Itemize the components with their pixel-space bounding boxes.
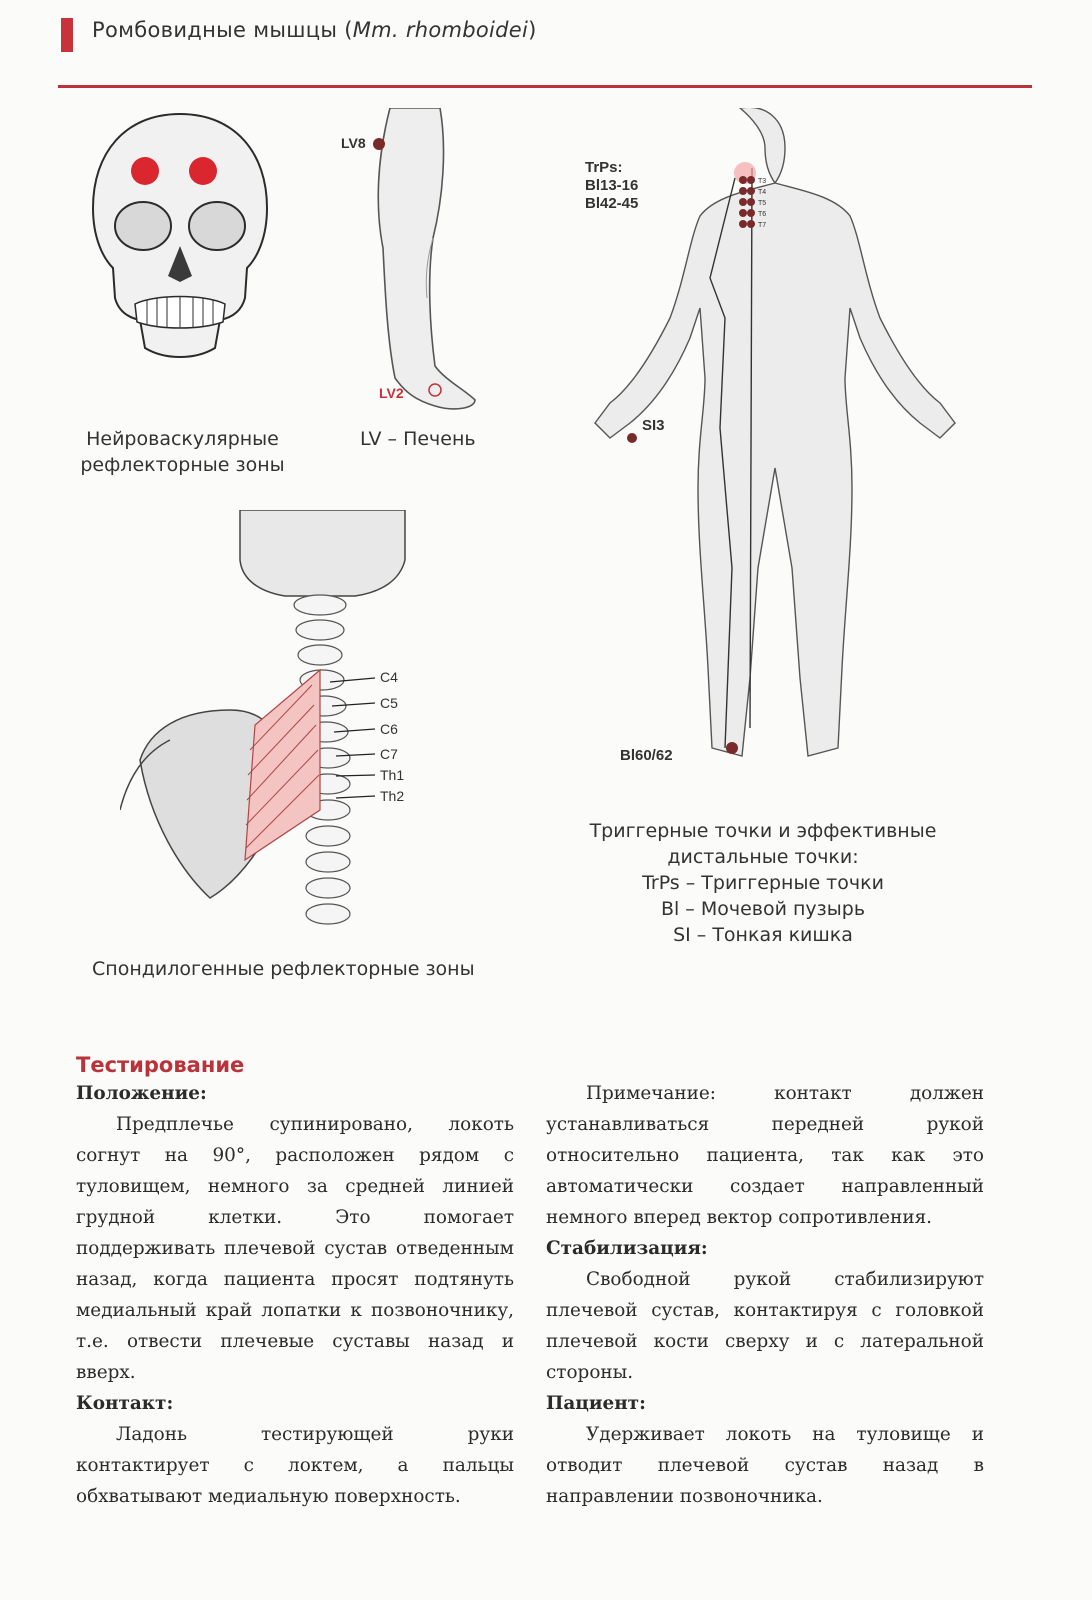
skull-caption-line-2: рефлекторные зоны bbox=[80, 454, 285, 476]
patient-text: Удерживает локоть на туловище и отводит плечевой сустав назад в направлении позвоночника. bbox=[546, 1424, 984, 1507]
point-si3-label: SI3 bbox=[642, 417, 665, 434]
position-text: Предплечье супинировано, локоть согнут на 90°, расположен рядом с туловищем, немного за средней линией грудной клетки. Это помогает поддерживать плечевой сустав отведенным назад, когда пациента просят подтянуть медиальный край лопатки к позвоночнику, т.е. отвести плечевые суставы назад и вверх. bbox=[76, 1114, 514, 1383]
body-back-illustration bbox=[560, 108, 990, 788]
leg-caption: LV – Печень bbox=[360, 428, 476, 450]
note-text: Примечание: контакт должен устанавливаться передней рукой относительно пациента, так как это автоматически создает направленный немного вперед вектор сопротивления. bbox=[546, 1083, 984, 1228]
t-label-t3: T3 bbox=[758, 178, 767, 185]
point-bl60-label: Bl60/62 bbox=[620, 747, 673, 764]
reflex-zone-dot-left bbox=[131, 157, 159, 185]
page-title-latin: Mm. rhomboidei bbox=[352, 18, 529, 42]
body-caption-line-3: TrPs – Триггерные точки bbox=[642, 872, 884, 894]
leg-illustration bbox=[335, 108, 485, 418]
trps-bl13-16-label: Bl13-16 bbox=[585, 177, 639, 194]
t-label-t4: T4 bbox=[758, 189, 767, 196]
vertebra-label-th1: Th1 bbox=[380, 767, 405, 783]
point-lv8-label: LV8 bbox=[341, 135, 366, 151]
point-lv8-dot bbox=[373, 138, 385, 150]
body-caption bbox=[563, 818, 963, 948]
trps-label: TrPs: bbox=[585, 159, 623, 176]
vertebra-label-c4: C4 bbox=[380, 669, 398, 685]
page-title-ru: Ромбовидные мышцы ( bbox=[92, 18, 353, 42]
vertebra-label-c7: C7 bbox=[380, 746, 398, 762]
body-caption-line-1: Триггерные точки и эффективные bbox=[589, 820, 937, 842]
point-si3-dot bbox=[627, 433, 637, 443]
position-heading: Положение: bbox=[76, 1083, 207, 1104]
page-title-close: ) bbox=[528, 18, 537, 42]
reflex-zone-dot-right bbox=[189, 157, 217, 185]
vertebra-label-c6: C6 bbox=[380, 721, 398, 737]
contact-heading: Контакт: bbox=[76, 1393, 174, 1414]
skull-caption bbox=[60, 426, 305, 478]
stabilization-heading: Стабилизация: bbox=[546, 1238, 708, 1259]
header-accent-bar bbox=[61, 18, 73, 52]
skull-illustration bbox=[85, 108, 275, 368]
patient-heading: Пациент: bbox=[546, 1393, 646, 1414]
contact-text: Ладонь тестирующей руки контактирует с локтем, а пальцы обхватывают медиальную поверхность. bbox=[76, 1424, 514, 1507]
body-caption-line-2: дистальные точки: bbox=[667, 846, 859, 868]
t-label-t7: T7 bbox=[758, 222, 767, 229]
body-caption-line-4: Bl – Мочевой пузырь bbox=[660, 898, 866, 920]
page-title bbox=[92, 18, 537, 42]
spine-caption: Спондилогенные рефлекторные зоны bbox=[92, 958, 475, 980]
vertebra-label-c5: C5 bbox=[380, 695, 398, 711]
point-bl60-dot bbox=[726, 742, 738, 754]
skull-caption-line-1: Нейроваскулярные bbox=[86, 428, 279, 450]
spine-illustration bbox=[120, 510, 420, 940]
t-label-t5: T5 bbox=[758, 200, 767, 207]
stabilization-text: Свободной рукой стабилизируют плечевой сустав, контактируя с головкой плечевой кости сверху и с латеральной стороны. bbox=[546, 1269, 984, 1383]
testing-left-column bbox=[76, 1078, 514, 1512]
body-caption-line-5: SI – Тонкая кишка bbox=[673, 924, 853, 946]
testing-section-title: Тестирование bbox=[76, 1053, 245, 1077]
trps-bl42-45-label: Bl42-45 bbox=[585, 195, 639, 212]
t-label-t6: T6 bbox=[758, 211, 767, 218]
testing-right-column bbox=[546, 1078, 984, 1512]
header-rule bbox=[58, 85, 1032, 88]
vertebra-label-th2: Th2 bbox=[380, 788, 405, 804]
point-lv2-label: LV2 bbox=[379, 385, 404, 401]
